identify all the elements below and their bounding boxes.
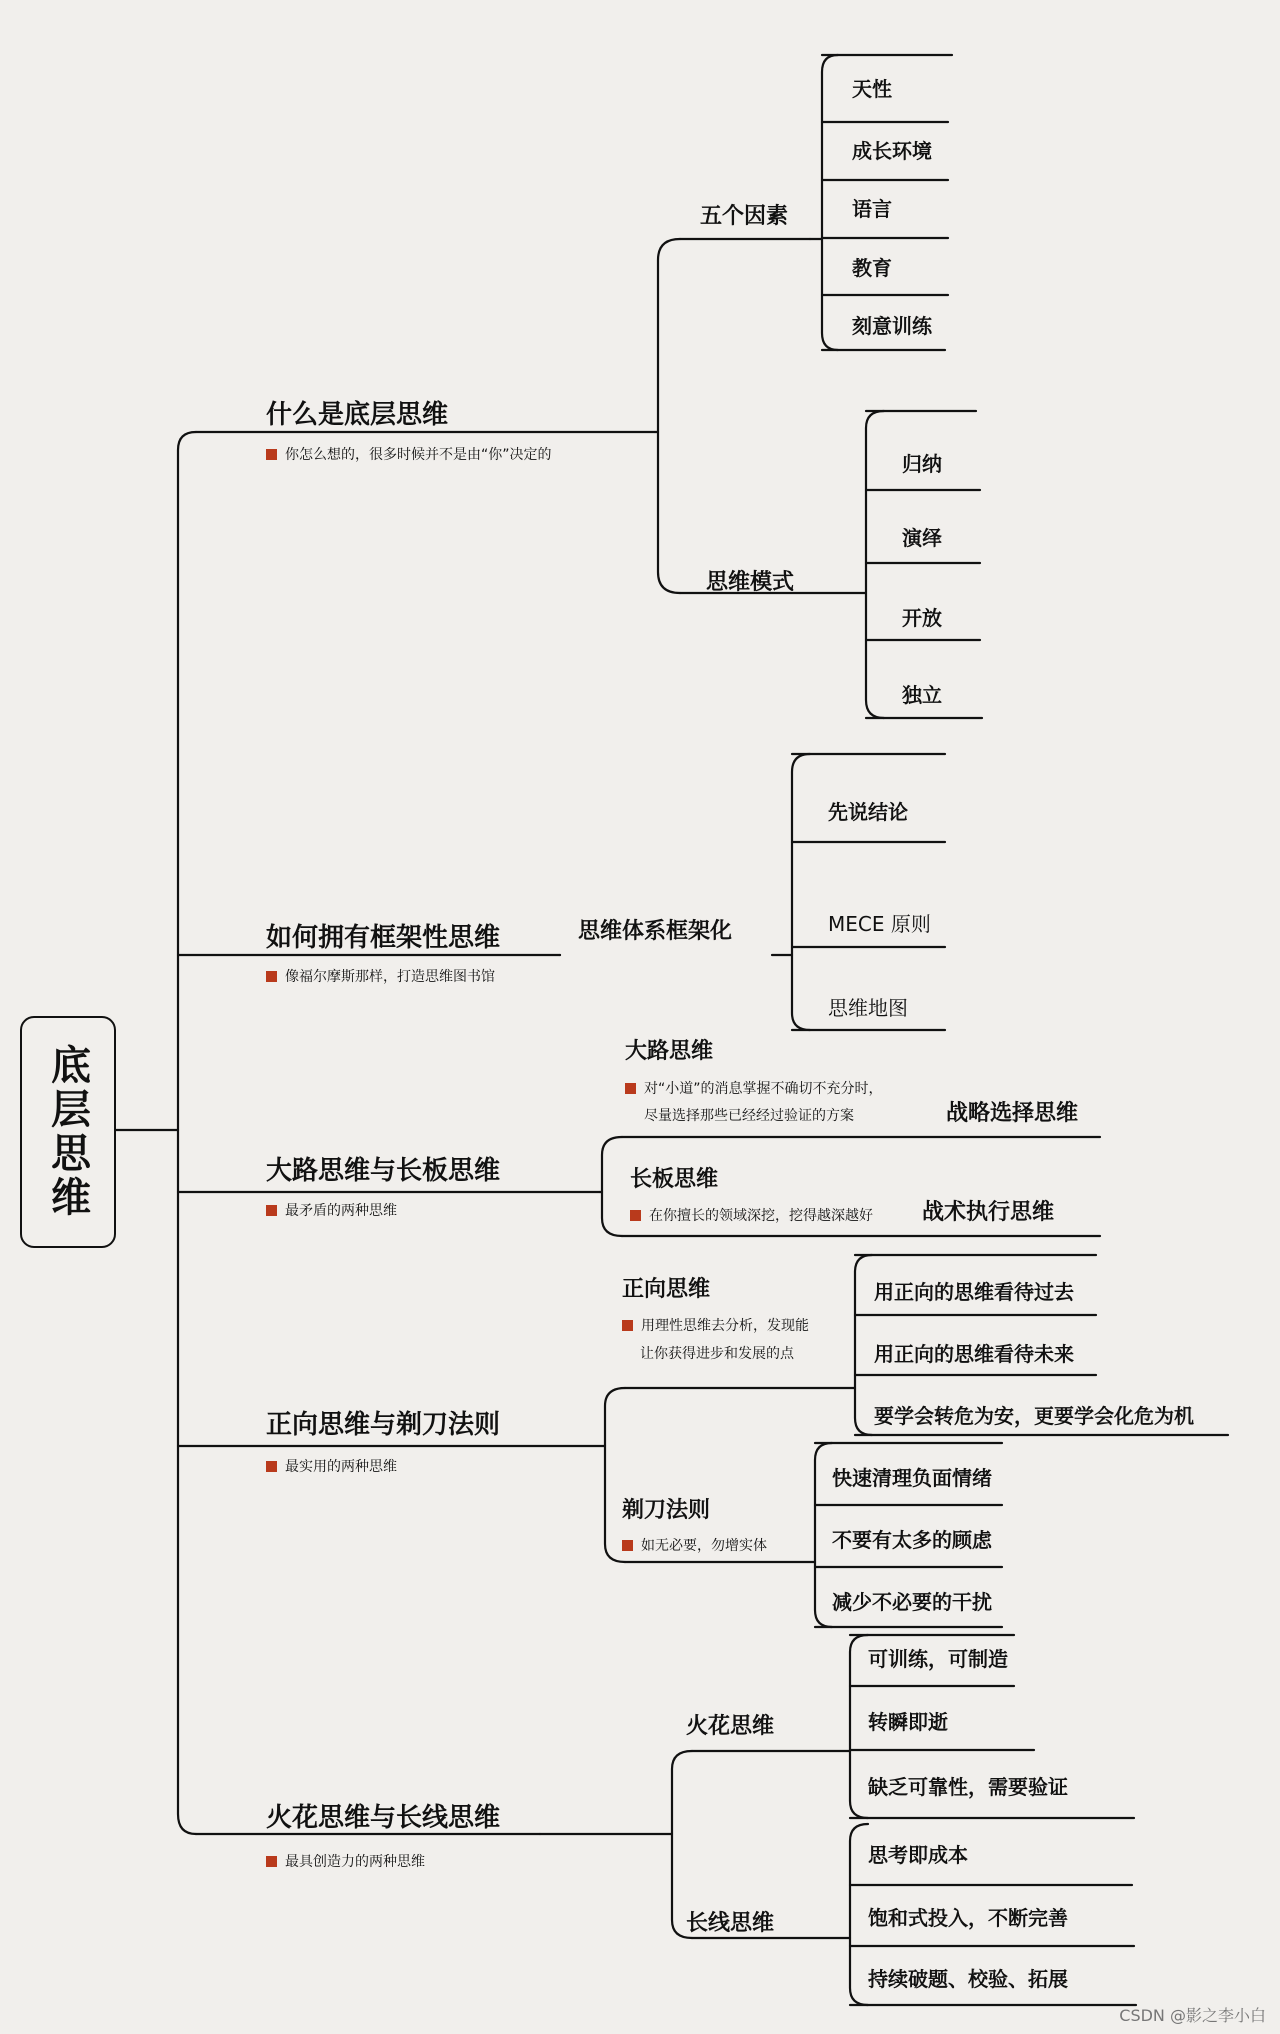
razor-item[interactable]: 快速清理负面情绪 (832, 1466, 992, 1490)
note-bullet (266, 971, 277, 982)
longline-item[interactable]: 饱和式投入，不断完善 (868, 1906, 1068, 1930)
positive-note (622, 1315, 809, 1335)
spark-item[interactable]: 缺乏可靠性，需要验证 (868, 1775, 1068, 1799)
spark-item[interactable]: 转瞬即逝 (868, 1710, 948, 1734)
plank-note-text: 在你擅长的领域深挖，挖得越深越好 (649, 1208, 873, 1224)
road-tag[interactable]: 战略选择思维 (946, 1101, 1079, 1126)
note-bullet (266, 449, 277, 460)
framework-item[interactable]: 先说结论 (828, 800, 908, 824)
b1-note (266, 444, 552, 464)
b5-note (266, 1851, 425, 1871)
b5-note-text: 最具创造力的两种思维 (285, 1854, 425, 1870)
razor-label[interactable]: 剃刀法则 (622, 1498, 711, 1523)
modes-item[interactable]: 演绎 (902, 526, 942, 550)
modes-label[interactable]: 思维模式 (706, 570, 795, 595)
note-bullet (625, 1083, 636, 1094)
b5-title[interactable]: 火花思维与长线思维 (266, 1803, 501, 1833)
framework-label[interactable]: 思维体系框架化 (578, 919, 733, 944)
positive-item[interactable]: 用正向的思维看待未来 (874, 1342, 1074, 1366)
plank-tag[interactable]: 战术执行思维 (922, 1200, 1055, 1225)
road-note-line2: 尽量选择那些已经经过验证的方案 (644, 1108, 854, 1124)
b2-note-text: 像福尔摩斯那样，打造思维图书馆 (285, 969, 495, 985)
note-bullet (622, 1320, 633, 1331)
spark-items-bracket (850, 1635, 868, 1818)
positive-label[interactable]: 正向思维 (622, 1277, 711, 1302)
road-label[interactable]: 大路思维 (625, 1039, 714, 1064)
spark-label[interactable]: 火花思维 (686, 1714, 775, 1739)
modes-item[interactable]: 独立 (902, 683, 942, 707)
spark-item[interactable]: 可训练，可制造 (868, 1647, 1008, 1671)
road-note-line1: 对“小道”的消息掌握不确切不充分时， (644, 1081, 883, 1097)
b1-title[interactable]: 什么是底层思维 (266, 400, 449, 430)
positive-items-bracket (855, 1255, 872, 1435)
note-bullet (630, 1210, 641, 1221)
main-trunk (178, 432, 196, 1834)
note-bullet (266, 1205, 277, 1216)
modes-bracket (866, 411, 884, 718)
b3-note (266, 1200, 397, 1220)
five-factors-item[interactable]: 刻意训练 (852, 314, 932, 338)
razor-note (622, 1535, 767, 1555)
plank-note (630, 1205, 873, 1225)
positive-note-line2: 让你获得进步和发展的点 (640, 1346, 794, 1362)
root-node[interactable]: 底层思维 (20, 1016, 116, 1248)
b1-note-text: 你怎么想的，很多时候并不是由“你”决定的 (285, 447, 552, 463)
longline-label[interactable]: 长线思维 (686, 1911, 775, 1936)
b2-title[interactable]: 如何拥有框架性思维 (266, 923, 501, 953)
note-bullet (266, 1856, 277, 1867)
b3-bracket (602, 1137, 622, 1236)
positive-note-line1: 用理性思维去分析，发现能 (641, 1318, 809, 1334)
five-factors-label[interactable]: 五个因素 (700, 204, 789, 229)
five-factors-bracket (822, 55, 838, 350)
longline-item[interactable]: 思考即成本 (868, 1843, 968, 1867)
b2-note (266, 966, 495, 986)
razor-note-text: 如无必要，勿增实体 (641, 1538, 767, 1554)
five-factors-item[interactable]: 语言 (852, 197, 892, 221)
b4-note (266, 1456, 397, 1476)
longline-items-bracket (850, 1824, 868, 2005)
five-factors-item[interactable]: 天性 (852, 77, 892, 101)
b4-title[interactable]: 正向思维与剃刀法则 (266, 1410, 501, 1440)
longline-item[interactable]: 持续破题、校验、拓展 (868, 1967, 1068, 1991)
note-bullet (266, 1461, 277, 1472)
framework-item[interactable]: MECE 原则 (828, 912, 931, 936)
five-factors-item[interactable]: 成长环境 (852, 139, 932, 163)
b1-bracket (658, 239, 680, 593)
modes-item[interactable]: 开放 (902, 606, 942, 630)
road-note (625, 1078, 883, 1098)
positive-item[interactable]: 要学会转危为安，更要学会化危为机 (874, 1404, 1194, 1428)
modes-item[interactable]: 归纳 (902, 452, 942, 476)
framework-bracket (792, 754, 810, 1030)
framework-item[interactable]: 思维地图 (828, 996, 908, 1020)
razor-item[interactable]: 减少不必要的干扰 (832, 1590, 992, 1614)
five-factors-item[interactable]: 教育 (852, 256, 892, 280)
credit-watermark: CSDN @影之李小白 (1119, 2006, 1266, 2025)
b4-note-text: 最实用的两种思维 (285, 1459, 397, 1475)
plank-label[interactable]: 长板思维 (630, 1167, 719, 1192)
b3-title[interactable]: 大路思维与长板思维 (266, 1156, 501, 1186)
razor-item[interactable]: 不要有太多的顾虑 (832, 1528, 992, 1552)
b3-note-text: 最矛盾的两种思维 (285, 1203, 397, 1219)
positive-item[interactable]: 用正向的思维看待过去 (874, 1280, 1074, 1304)
razor-items-bracket (815, 1443, 832, 1627)
note-bullet (622, 1540, 633, 1551)
